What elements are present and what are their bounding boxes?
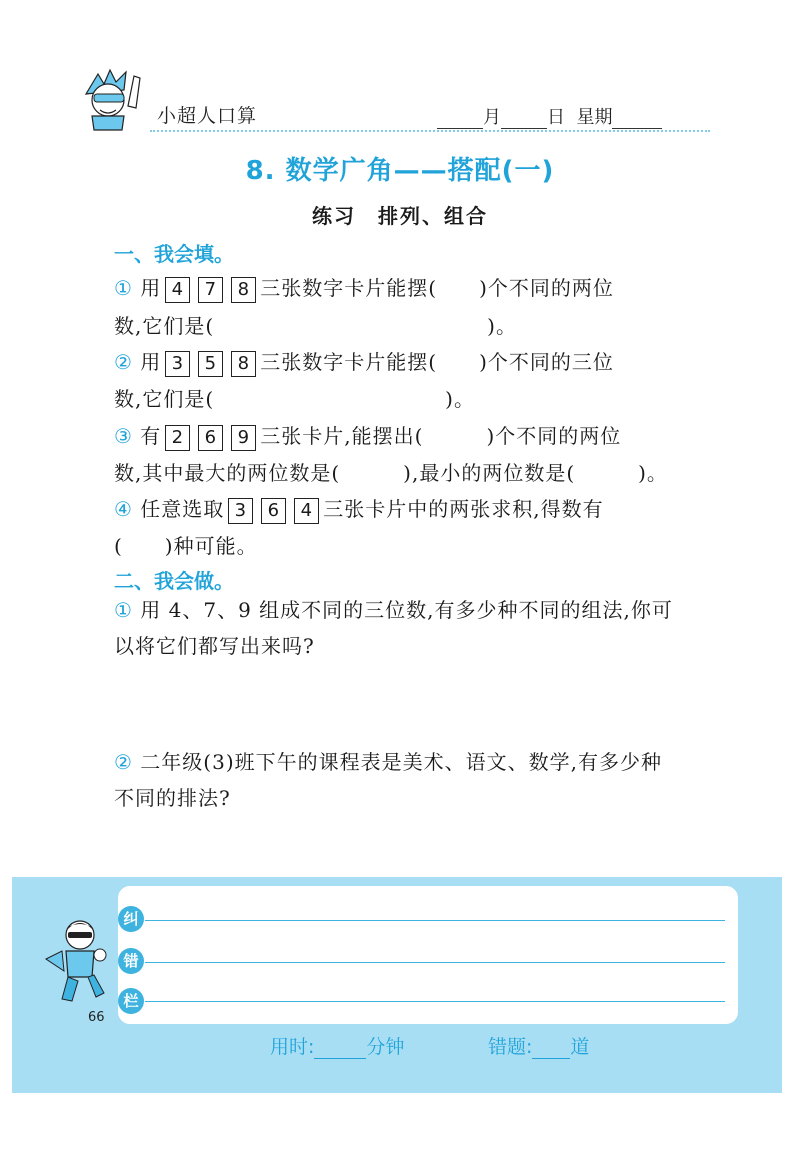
number-card: 4 <box>294 498 319 524</box>
time-used-field <box>270 1032 404 1059</box>
section1-heading: 一、我会填。 <box>114 242 234 266</box>
time-label: 用时: <box>270 1036 315 1058</box>
s1-q3-line1 <box>114 420 621 451</box>
s1-q1-number: ① <box>114 276 133 300</box>
s1-q4-pre: 任意选取 <box>140 497 225 521</box>
section2-heading: 二、我会做。 <box>114 569 234 593</box>
s1-q4-post: 三张卡片中的两张求积,得数有 <box>323 497 604 521</box>
number-card: 2 <box>165 425 190 451</box>
weekday-label: 星期 <box>576 107 613 128</box>
s2-q1-line2: 以将它们都写出来吗? <box>114 634 315 658</box>
correction-rule-line <box>145 920 725 921</box>
errors-label: 错题: <box>488 1036 533 1058</box>
s1-q2-pre: 用 <box>140 350 162 374</box>
s1-q1-line2: 数,它们是( )。 <box>114 314 517 338</box>
s1-q4-line1 <box>114 493 604 524</box>
error-count-field <box>488 1032 589 1059</box>
correction-rule-line <box>145 962 725 963</box>
s1-q3-post: 三张卡片,能摆出( )个不同的两位 <box>260 424 622 448</box>
s1-q1-line1 <box>114 272 614 303</box>
date-field <box>437 103 662 129</box>
s2-q2-line1 <box>114 746 662 775</box>
day-label: 日 <box>547 107 565 128</box>
s1-q4-number: ④ <box>114 497 133 521</box>
s2-q1-line1 <box>114 594 673 623</box>
s2-q1-text: 用 4、7、9 组成不同的三位数,有多少种不同的组法,你可 <box>140 598 673 622</box>
weekday-blank[interactable] <box>612 110 662 129</box>
number-card: 6 <box>198 425 223 451</box>
number-card: 7 <box>198 277 223 303</box>
number-card: 5 <box>198 351 223 377</box>
number-card: 8 <box>231 351 256 377</box>
time-unit: 分钟 <box>366 1036 405 1058</box>
errors-blank[interactable] <box>532 1040 570 1059</box>
correction-char-badge: 错 <box>118 948 144 974</box>
s1-q3-line2: 数,其中最大的两位数是( ),最小的两位数是( )。 <box>114 461 668 485</box>
exercise-subtitle: 练习 排列、组合 <box>312 204 488 228</box>
s2-q2-line2: 不同的排法? <box>114 786 231 810</box>
correction-char-badge: 栏 <box>118 988 144 1014</box>
s1-q2-number: ② <box>114 350 133 374</box>
number-card: 3 <box>165 351 190 377</box>
superhero-mascot-icon <box>42 915 117 1010</box>
cartoon-mascot-logo <box>78 66 148 132</box>
number-card: 6 <box>261 498 286 524</box>
s1-q2-line1 <box>114 346 614 377</box>
month-blank[interactable] <box>437 110 483 129</box>
page-title: 8. 数学广角——搭配(一) <box>245 156 555 186</box>
number-card: 3 <box>228 498 253 524</box>
correction-char-badge: 纠 <box>118 906 144 932</box>
s1-q2-line2: 数,它们是( )。 <box>114 387 475 411</box>
page-number: 66 <box>88 1010 105 1025</box>
correction-rule-line <box>145 1001 725 1002</box>
s1-q4-line2: ( )种可能。 <box>114 534 258 558</box>
number-card: 9 <box>231 425 256 451</box>
s1-q1-pre: 用 <box>140 276 162 300</box>
brand-name: 小超人口算 <box>157 105 258 127</box>
errors-unit: 道 <box>570 1036 590 1058</box>
s1-q3-number: ③ <box>114 424 133 448</box>
correction-writing-area[interactable] <box>118 886 738 1024</box>
number-card: 8 <box>231 277 256 303</box>
month-label: 月 <box>483 107 501 128</box>
s2-q2-text: 二年级(3)班下午的课程表是美术、语文、数学,有多少种 <box>140 750 662 774</box>
time-blank[interactable] <box>314 1040 366 1059</box>
s1-q1-post: 三张数字卡片能摆( )个不同的两位 <box>260 276 614 300</box>
day-blank[interactable] <box>501 110 547 129</box>
number-card: 4 <box>165 277 190 303</box>
s2-q1-number: ① <box>114 598 133 622</box>
header-divider <box>150 130 710 132</box>
s1-q2-post: 三张数字卡片能摆( )个不同的三位 <box>260 350 614 374</box>
s1-q3-pre: 有 <box>140 424 162 448</box>
s2-q2-number: ② <box>114 750 133 774</box>
